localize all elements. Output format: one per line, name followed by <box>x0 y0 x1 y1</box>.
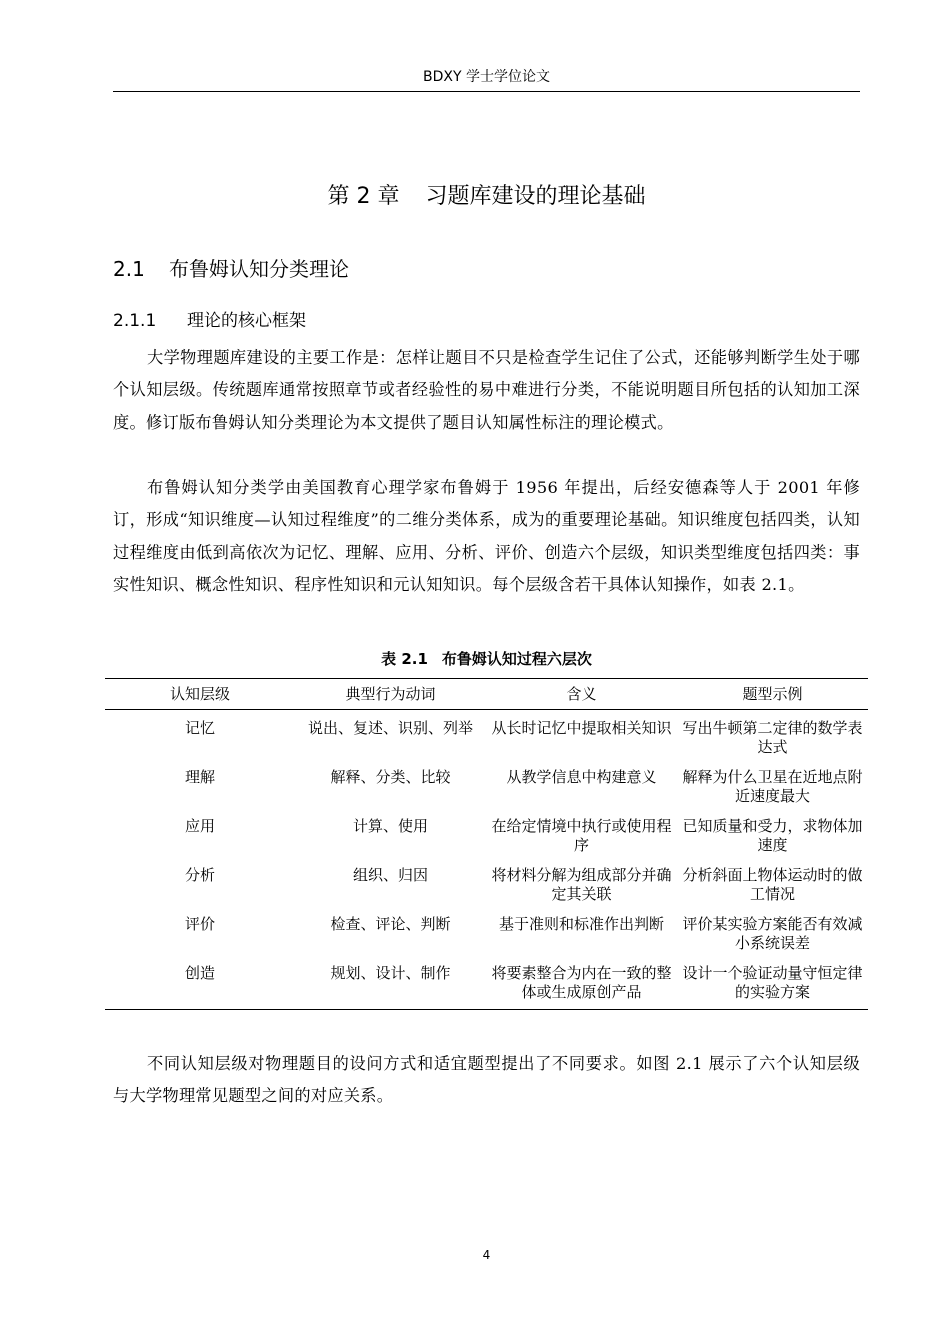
header-rule <box>113 91 860 92</box>
table-cell: 分析斜面上物体运动时的做工情况 <box>682 866 863 903</box>
table-row <box>105 907 868 956</box>
table-cell: 组织、归因 <box>352 866 428 884</box>
table-cell: 创造 <box>105 956 295 1010</box>
table-cell: 理解 <box>184 768 215 786</box>
body-paragraph: 大学物理题库建设的主要工作是：怎样让题目不只是检查学生记住了公式，还能够判断学生处于哪个认知层级。传统题库通常按照章节或者经验性的易中难进行分类，不能说明题目所包括的认知加工深度。修订版布鲁姆认知分类理论为本文提供了题目认知属性标注的理论模式。 <box>113 348 860 432</box>
cognitive-levels-table <box>105 678 868 1010</box>
table-cell: 写出牛顿第二定律的数学表达式 <box>682 719 863 756</box>
table-cell: 评价 <box>184 915 215 933</box>
table-row <box>105 710 868 761</box>
section-heading <box>113 253 349 282</box>
table-cell: 设计一个验证动量守恒定律的实验方案 <box>677 956 868 1010</box>
column-header: 题型示例 <box>677 679 868 710</box>
subsection-heading <box>113 306 306 331</box>
table-cell: 分析 <box>184 866 215 884</box>
body-paragraph: 不同认知层级对物理题目的设问方式和适宜题型提出了不同要求。如图 2.1 展示了六个认知层级与大学物理常见题型之间的对应关系。 <box>113 1054 860 1106</box>
table-header-row <box>105 679 868 710</box>
body-paragraph: 布鲁姆认知分类学由美国教育心理学家布鲁姆于 1956 年提出，后经安德森等人于 2001 年修订，形成“知识维度—认知过程维度”的二维分类体系，成为的重要理论基础。知识维度包括四类，认知过程维度由低到高依次为记忆、理解、应用、分析、评价、创造六个层级，知识类型维度包括四类：事实性知识、概念性知识、程序性知识和元认知知识。每个层级含若干具体认知操作，如表 2.1。 <box>113 478 860 595</box>
table-cell: 在给定情境中执行或使用程序 <box>491 817 672 854</box>
running-header: BDXY 学士学位论文 <box>423 69 550 85</box>
table-cell: 检查、评论、判断 <box>330 915 451 933</box>
table-row <box>105 760 868 809</box>
table-cell: 将要素整合为内在一致的整体或生成原创产品 <box>486 956 677 1010</box>
table-cell: 规划、设计、制作 <box>295 956 486 1010</box>
chapter-title-text: 习题库建设的理论基础 <box>425 184 646 209</box>
table-caption-title: 布鲁姆认知过程六层次 <box>441 650 592 668</box>
table-cell: 将材料分解为组成部分并确定其关联 <box>491 866 672 903</box>
table-cell: 已知质量和受力，求物体加速度 <box>682 817 863 854</box>
subsection-number: 2.1.1 <box>113 311 157 331</box>
section-title: 布鲁姆认知分类理论 <box>169 257 349 281</box>
table-cell: 说出、复述、识别、列举 <box>307 719 473 737</box>
table-row <box>105 809 868 858</box>
table-cell: 应用 <box>184 817 215 835</box>
table-caption <box>113 648 860 669</box>
chapter-number: 第 2 章 <box>327 184 400 209</box>
section-number: 2.1 <box>113 257 145 281</box>
subsection-title: 理论的核心框架 <box>187 311 306 331</box>
table-cell: 解释为什么卫星在近地点附近速度最大 <box>682 768 863 805</box>
table-row <box>105 956 868 1010</box>
table-cell: 基于准则和标准作出判断 <box>498 915 664 933</box>
chapter-title <box>113 179 860 210</box>
table-cell: 计算、使用 <box>352 817 428 835</box>
table-cell: 解释、分类、比较 <box>330 768 451 786</box>
column-header: 认知层级 <box>105 679 295 710</box>
table-cell: 评价某实验方案能否有效减小系统误差 <box>682 915 863 952</box>
table-cell: 从长时记忆中提取相关知识 <box>491 719 672 737</box>
table-cell: 记忆 <box>184 719 215 737</box>
table-cell: 从教学信息中构建意义 <box>506 768 657 786</box>
table-row <box>105 858 868 907</box>
column-header: 含义 <box>486 679 677 710</box>
table-caption-number: 表 2.1 <box>381 650 428 668</box>
column-header: 典型行为动词 <box>295 679 486 710</box>
page-number: 4 <box>482 1248 491 1262</box>
